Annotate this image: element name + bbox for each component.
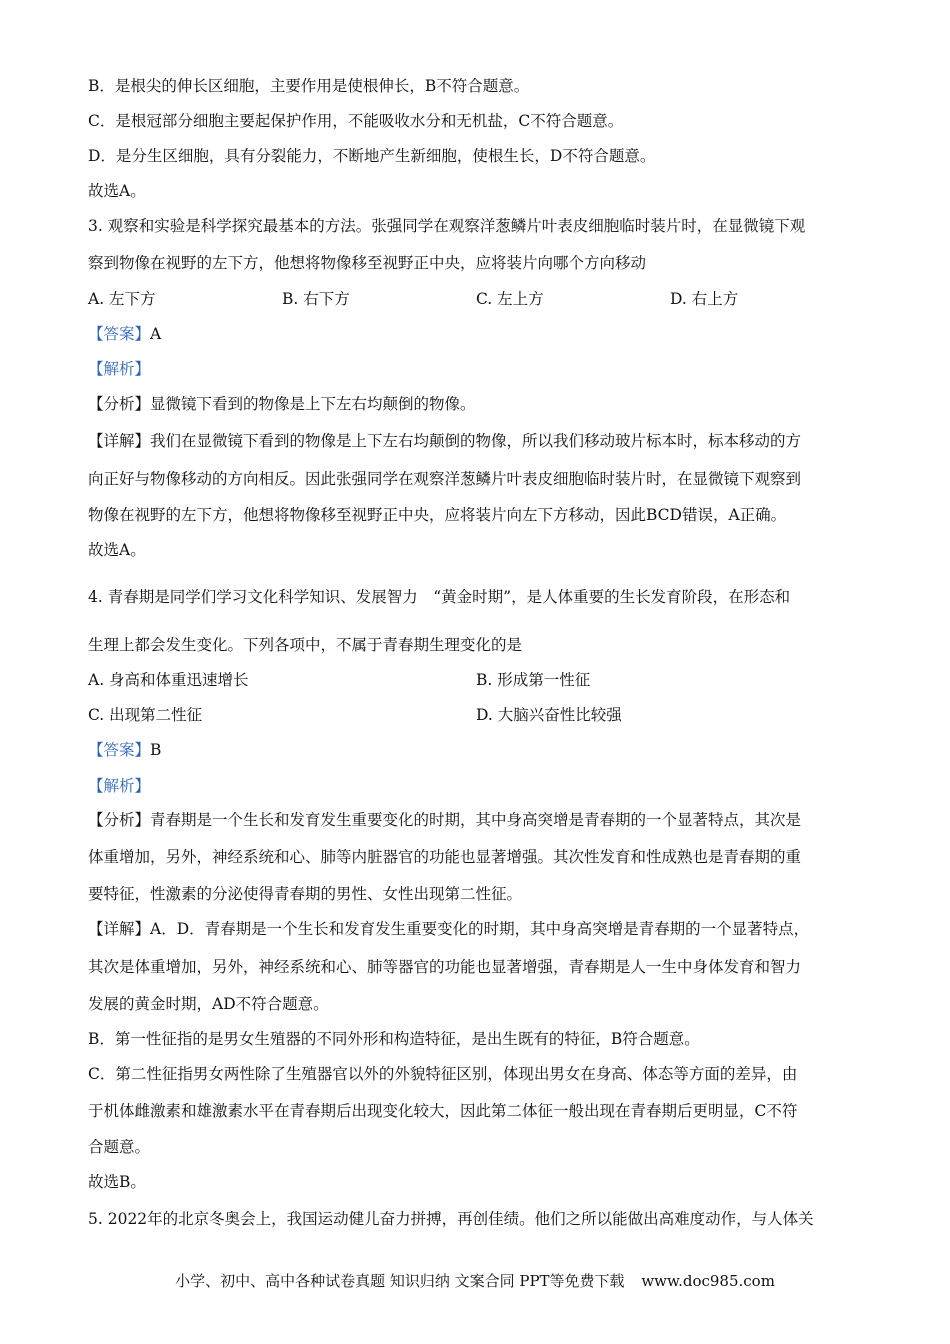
answer-value: B <box>150 741 162 759</box>
text-line: D．是分生区细胞，具有分裂能力，不断地产生新细胞，使根生长，D不符合题意。 <box>88 147 656 165</box>
footer-text: 小学、初中、高中各种试卷真题 知识归纳 文案合同 PPT等免费下载 <box>175 1272 625 1290</box>
q3-option-a: A. 左下方 <box>88 290 156 308</box>
question-4-stem: 4. 青春期是同学们学习文化科学知识、发展智力 “黄金时期”，是人体重要的生长发育阶段，在形态和 <box>88 588 791 606</box>
q3-answer <box>88 324 161 344</box>
q3-analysis-tag: 【解析】 <box>88 360 151 378</box>
q3-option-d: D. 右上方 <box>670 290 739 308</box>
footer-link[interactable]: www.doc985.com <box>641 1272 775 1290</box>
q4-body-line: C．第二性征指男女两性除了生殖器官以外的外貌特征区别，体现出男女在身高、体态等方面的差异，由 <box>88 1065 798 1083</box>
q4-body-line: 【详解】A．D．青春期是一个生长和发育发生重要变化的时期，其中身高突增是青春期的一个显著特点， <box>88 920 810 938</box>
q4-option-a: A. 身高和体重迅速增长 <box>88 671 249 689</box>
text-line: C．是根冠部分细胞主要起保护作用，不能吸收水分和无机盐，C不符合题意。 <box>88 112 624 130</box>
q4-option-c: C. 出现第二性征 <box>88 706 203 724</box>
q3-detail: 故选A。 <box>88 541 146 559</box>
q4-body-line: 其次是体重增加，另外，神经系统和心、肺等器官的功能也显著增强，青春期是人一生中身体发育和智力 <box>88 958 802 976</box>
question-3-stem: 3. 观察和实验是科学探究最基本的方法。张强同学在观察洋葱鳞片叶表皮细胞临时装片时，在显微镜下观 <box>88 217 806 235</box>
q3-detail: 【详解】我们在显微镜下看到的物像是上下左右均颠倒的物像，所以我们移动玻片标本时，标本移动的方 <box>88 432 802 450</box>
page-footer <box>0 1270 950 1291</box>
q4-body-line: 【分析】青春期是一个生长和发育发生重要变化的时期，其中身高突增是青春期的一个显著特点，其次是 <box>88 811 802 829</box>
q4-body-line: 体重增加，另外，神经系统和心、肺等内脏器官的功能也显著增强。其次性发育和性成熟也是青春期的重 <box>88 848 802 866</box>
question-4-stem: 生理上都会发生变化。下列各项中，不属于青春期生理变化的是 <box>88 636 523 654</box>
answer-tag: 【答案】 <box>88 741 151 759</box>
q4-body-line: 发展的黄金时期，AD不符合题意。 <box>88 995 329 1013</box>
q4-analysis-tag: 【解析】 <box>88 777 151 795</box>
question-5-stem: 5. 2022年的北京冬奥会上，我国运动健儿奋力拼搏，再创佳绩。他们之所以能做出高难度动作，与人体关 <box>88 1210 814 1228</box>
q4-answer <box>88 740 161 760</box>
text-line: B．是根尖的伸长区细胞，主要作用是使根伸长，B不符合题意。 <box>88 77 530 95</box>
q4-body-line: 于机体雌激素和雄激素水平在青春期后出现变化较大，因此第二体征一般出现在青春期后更明显，C不符 <box>88 1102 798 1120</box>
q4-body-line: 要特征，性激素的分泌使得青春期的男性、女性出现第二性征。 <box>88 885 523 903</box>
q3-detail: 向正好与物像移动的方向相反。因此张强同学在观察洋葱鳞片叶表皮细胞临时装片时，在显微镜下观察到 <box>88 470 802 488</box>
q4-body-line: 故选B。 <box>88 1173 146 1191</box>
q4-option-d: D. 大脑兴奋性比较强 <box>476 706 622 724</box>
q3-option-c: C. 左上方 <box>476 290 544 308</box>
q4-option-b: B. 形成第一性征 <box>476 671 591 689</box>
text-line: 故选A。 <box>88 182 146 200</box>
q3-option-b: B. 右下方 <box>282 290 350 308</box>
question-3-stem: 察到物像在视野的左下方，他想将物像移至视野正中央，应将装片向哪个方向移动 <box>88 254 647 272</box>
q4-body-line: 合题意。 <box>88 1138 151 1156</box>
q4-body-line: B．第一性征指的是男女生殖器的不同外形和构造特征，是出生既有的特征，B符合题意。 <box>88 1030 700 1048</box>
answer-value: A <box>150 325 162 343</box>
answer-tag: 【答案】 <box>88 325 151 343</box>
q3-detail: 物像在视野的左下方，他想将物像移至视野正中央，应将装片向左下方移动，因此BCD错误，A正确。 <box>88 506 787 524</box>
q3-analysis: 【分析】显微镜下看到的物像是上下左右均颠倒的物像。 <box>88 395 476 413</box>
